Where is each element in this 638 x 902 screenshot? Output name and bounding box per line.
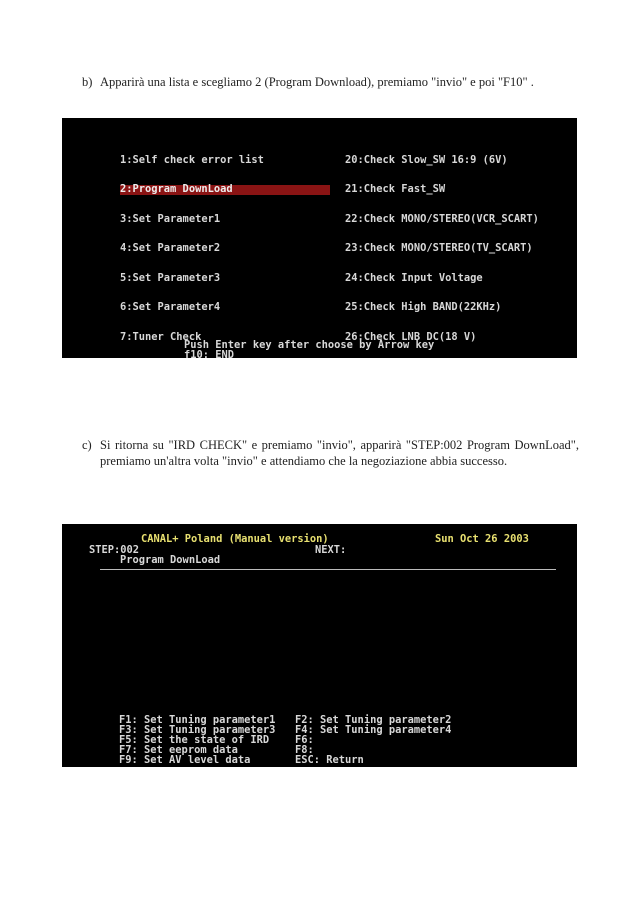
instruction-step-c — [82, 437, 579, 469]
menu-item: 20:Check Slow_SW 16:9 (6V) — [345, 153, 508, 166]
function-key-item: F3: Set Tuning parameter3 — [119, 723, 276, 736]
instruction-step-b — [82, 74, 579, 90]
function-key-item: F7: Set eeprom data — [119, 743, 238, 756]
menu-item: 26:Check LNB DC(18 V) — [345, 330, 477, 343]
function-key-item: F6: — [295, 733, 314, 746]
push-enter-hint: Push Enter key after choose by Arrow key — [184, 339, 435, 351]
menu-item: 4:Set Parameter2 — [120, 242, 221, 255]
function-key-item: F1: Set Tuning parameter1 — [119, 714, 276, 726]
menu-item: 7:Tuner Check — [120, 330, 202, 343]
screenshot-program-download — [62, 524, 577, 767]
menu-right-column — [345, 136, 545, 358]
function-key-item: F4: Set Tuning parameter4 — [295, 723, 452, 736]
menu-item: 23:Check MONO/STEREO(TV_SCART) — [345, 242, 533, 255]
function-key-item: ESC: Return — [295, 753, 364, 766]
menu-item: 24:Check Input Voltage — [345, 271, 483, 284]
step-c-label: c) — [82, 438, 92, 452]
function-key-item: F8: — [295, 743, 314, 756]
step-value: STEP:002 — [89, 544, 140, 556]
function-keys-right — [295, 716, 451, 766]
menu-item: 22:Check MONO/STEREO(VCR_SCART) — [345, 212, 539, 225]
step-b-text: Apparirà una lista e scegliamo 2 (Program Download), premiamo "invio" e poi "F10" . — [100, 75, 534, 89]
menu-item: 6:Set Parameter4 — [120, 301, 221, 314]
divider — [100, 569, 556, 570]
f10-end-hint: f10: END — [184, 348, 235, 358]
function-keys-left — [119, 716, 275, 766]
menu-item: 1:Self check error list — [120, 153, 264, 166]
program-name: Program DownLoad — [120, 554, 221, 566]
step-c-text: Si ritorna su "IRD CHECK" e premiamo "invio", apparirà "STEP:002 Program DownLoad", premiamo un'altra volta "invio" e attendiamo che la negoziazione abbia successo. — [100, 438, 579, 468]
menu-item: 21:Check Fast_SW — [345, 183, 446, 196]
step-b-label: b) — [82, 75, 93, 89]
menu-item: 25:Check High BAND(22KHz) — [345, 301, 502, 314]
menu-item-selected: 2:Program DownLoad — [120, 185, 330, 195]
function-key-item: F5: Set the state of IRD — [119, 733, 270, 746]
screen-date: Sun Oct 26 2003 — [435, 533, 529, 545]
function-key-item: F2: Set Tuning parameter2 — [295, 714, 452, 726]
menu-footer — [184, 341, 434, 358]
menu-item: 3:Set Parameter1 — [120, 212, 221, 225]
menu-left-column — [120, 136, 330, 358]
screen-title: CANAL+ Poland (Manual version) — [141, 533, 329, 545]
next-label: NEXT: — [315, 544, 347, 556]
screenshot-ird-menu — [62, 118, 577, 358]
menu-item: 5:Set Parameter3 — [120, 271, 221, 284]
function-key-item: F9: Set AV level data — [119, 753, 251, 766]
